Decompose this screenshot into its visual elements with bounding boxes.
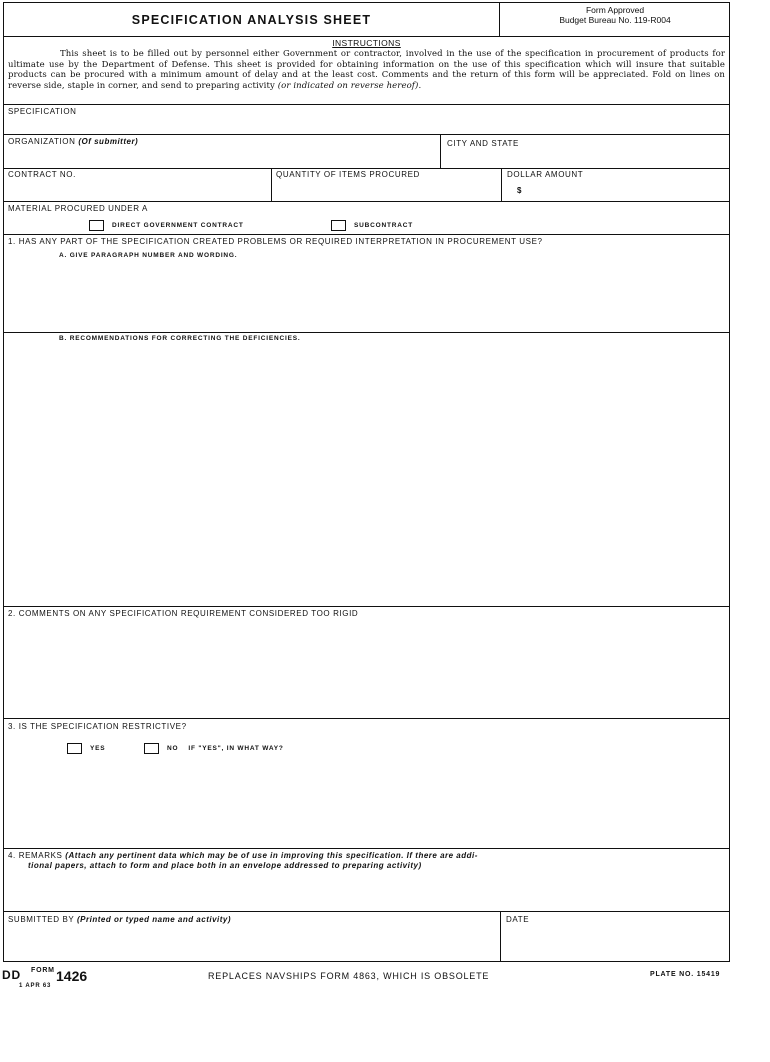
question-4-line-2 [28, 861, 422, 870]
no-checkbox[interactable] [144, 743, 159, 754]
direct-contract-option[interactable] [89, 220, 244, 231]
question-1a: A. GIVE PARAGRAPH NUMBER AND WORDING. [59, 252, 238, 259]
question-2-answer[interactable] [4, 620, 729, 716]
direct-contract-checkbox[interactable] [89, 220, 104, 231]
subcontract-checkbox[interactable] [331, 220, 346, 231]
date-label: DATE [506, 915, 530, 924]
instructions-italic: (or indicated on reverse hereof). [277, 80, 422, 91]
dollar-amount-field[interactable] [526, 181, 726, 199]
instructions-text [8, 49, 725, 91]
dollar-sign: $ [517, 186, 523, 195]
organization-label-text: ORGANIZATION [8, 137, 76, 146]
footer-dd: DD [2, 968, 21, 982]
organization-field[interactable] [4, 134, 440, 168]
specification-analysis-form [3, 2, 730, 962]
question-1: 1. HAS ANY PART OF THE SPECIFICATION CREATED PROBLEMS OR REQUIRED INTERPRETATION IN PROCUREMENT USE? [8, 237, 543, 246]
instructions-body: This sheet is to be filled out by personnel either Government or contractor, involved in the use of the specification in procurement of products for ultimate use by the Department of Defense. This sheet is provided for obtaining information on the use of this specification which will insure that suitable products can be procured with a minimum amount of delay and at the least cost. Comments and the return of this form will be appreciated. Fold on lines on reverse side, staple in corner, and send to preparing activity [8, 49, 725, 91]
quantity-label: QUANTITY OF ITEMS PROCURED [276, 170, 420, 179]
subcontract-option[interactable] [331, 220, 413, 231]
instructions-heading: INSTRUCTIONS [332, 38, 401, 48]
question-4-note-1: (Attach any pertinent data which may be of use in improving this specification. If there are addi- [65, 851, 478, 860]
rule-845 [4, 848, 729, 849]
question-4-note-2: tional papers, attach to form and place both in an envelope addressed to preparing activity) [28, 861, 422, 870]
submitted-by-text: SUBMITTED BY [8, 915, 75, 924]
date-field[interactable] [501, 911, 729, 961]
quantity-divider [501, 168, 502, 201]
rule-603 [4, 606, 729, 607]
if-yes-label: IF "YES", IN WHAT WAY? [188, 745, 284, 752]
question-1a-answer[interactable] [4, 261, 729, 331]
yes-label: YES [90, 745, 106, 752]
question-4-answer[interactable] [4, 873, 729, 909]
dollar-amount-label: DOLLAR AMOUNT [507, 170, 584, 179]
submitted-by-field[interactable] [4, 911, 500, 961]
city-state-label: CITY AND STATE [447, 139, 519, 148]
city-state-field[interactable] [441, 134, 729, 168]
material-label: MATERIAL PROCURED UNDER A [8, 204, 148, 213]
contract-no-field[interactable] [4, 168, 271, 201]
no-label: NO [167, 745, 179, 752]
header-bottom-rule [4, 36, 729, 37]
approval-line-2: Budget Bureau No. 119-R004 [559, 15, 671, 25]
yes-checkbox[interactable] [67, 743, 82, 754]
yes-option[interactable] [67, 743, 105, 754]
approval-box [500, 5, 730, 25]
rule-198 [4, 201, 729, 202]
footer-plate: PLATE NO. 15419 [650, 971, 721, 978]
direct-contract-label: DIRECT GOVERNMENT CONTRACT [112, 222, 244, 229]
question-4-label: 4. REMARKS [8, 851, 63, 860]
question-3-answer[interactable] [4, 758, 729, 846]
approval-line-1: Form Approved [585, 5, 645, 15]
question-1b-answer[interactable] [4, 345, 729, 603]
contract-no-label: CONTRACT NO. [8, 170, 76, 179]
rule-231 [4, 234, 729, 235]
specification-field[interactable] [4, 104, 729, 134]
question-3: 3. IS THE SPECIFICATION RESTRICTIVE? [8, 722, 187, 731]
footer-form-number: 1426 [56, 968, 88, 984]
rule-715 [4, 718, 729, 719]
quantity-field[interactable] [272, 168, 501, 201]
footer-replaces: REPLACES NAVSHIPS FORM 4863, WHICH IS OBSOLETE [208, 971, 490, 981]
question-4 [8, 851, 478, 860]
rule-329 [4, 332, 729, 333]
footer-form-word: FORM [31, 967, 55, 974]
subcontract-label: SUBCONTRACT [354, 222, 413, 229]
specification-label: SPECIFICATION [8, 107, 77, 116]
no-option[interactable] [144, 743, 284, 754]
submitted-by-note: (Printed or typed name and activity) [77, 915, 232, 924]
question-1b: B. RECOMMENDATIONS FOR CORRECTING THE DEFICIENCIES. [59, 335, 301, 342]
form-title: SPECIFICATION ANALYSIS SHEET [131, 12, 372, 27]
footer-form-date: 1 APR 63 [19, 983, 52, 989]
question-2: 2. COMMENTS ON ANY SPECIFICATION REQUIREMENT CONSIDERED TOO RIGID [8, 609, 359, 618]
organization-note: (Of submitter) [78, 137, 139, 146]
